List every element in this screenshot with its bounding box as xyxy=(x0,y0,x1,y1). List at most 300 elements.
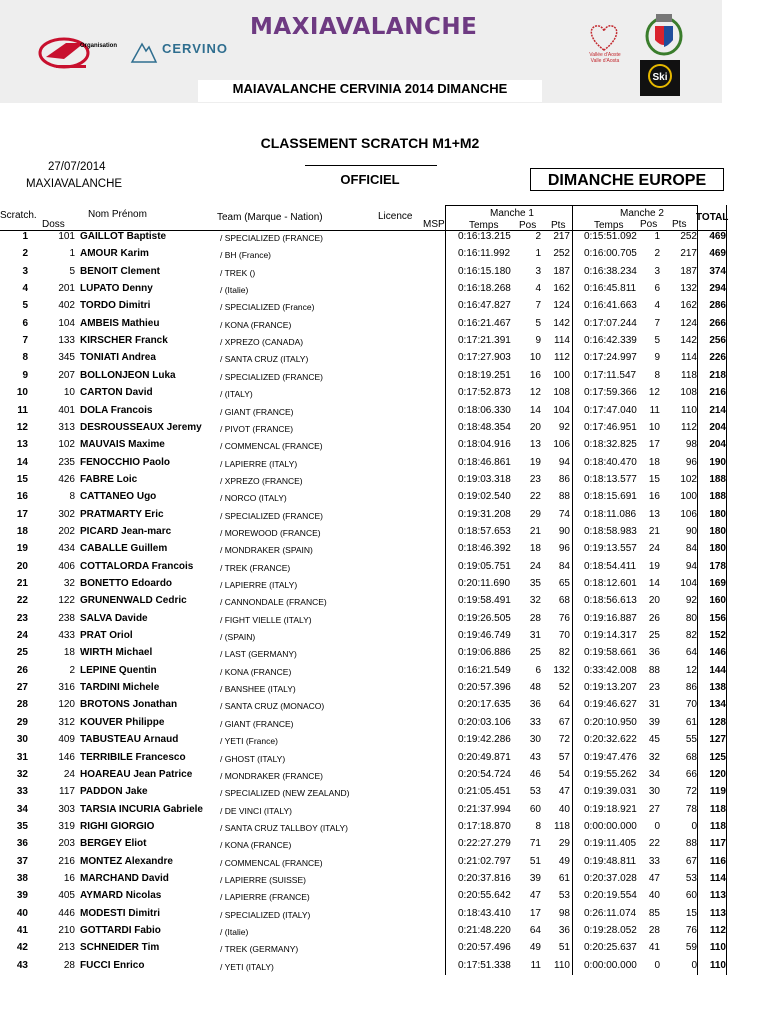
classement-title: CLASSEMENT SCRATCH M1+M2 xyxy=(260,135,480,151)
table-row xyxy=(0,526,726,543)
doss-cell: 16 xyxy=(63,872,75,884)
team-cell: / YETI (ITALY) xyxy=(220,961,274,972)
m1-time-cell: 0:22:27.279 xyxy=(458,838,511,850)
rank-cell: 20 xyxy=(16,560,28,572)
m2-pos-cell: 34 xyxy=(648,768,660,780)
team-cell: / SANTA CRUZ TALLBOY (ITALY) xyxy=(220,822,349,833)
m1-pts-cell: 68 xyxy=(558,595,570,607)
m2-time-cell: 0:19:39.031 xyxy=(584,786,637,798)
team-cell: / LAPIERRE (SUISSE) xyxy=(220,874,306,885)
m1-pos-cell: 24 xyxy=(529,560,541,572)
m1-pos-cell: 46 xyxy=(529,768,541,780)
m2-time-cell: 0:17:47.040 xyxy=(584,404,637,416)
m1-time-cell: 0:21:48.220 xyxy=(458,925,511,936)
rank-cell: 38 xyxy=(16,872,28,884)
team-cell: / GHOST (ITALY) xyxy=(220,753,286,764)
m2-pts-cell: 162 xyxy=(680,300,697,312)
m2-time-cell: 0:19:16.887 xyxy=(584,612,637,624)
rank-cell: 4 xyxy=(22,283,28,295)
team-cell: / SPECIALIZED (ITALY) xyxy=(220,909,311,920)
m2-pos-cell: 0 xyxy=(654,959,660,971)
rank-cell: 11 xyxy=(17,404,28,416)
m1-pts-cell: 76 xyxy=(558,612,570,624)
name-cell: WIRTH Michael xyxy=(80,647,153,659)
m1-pts-cell: 132 xyxy=(553,664,570,676)
m1-time-cell: 0:16:11.992 xyxy=(458,248,511,260)
rank-cell: 9 xyxy=(22,369,28,381)
m1-time-cell: 0:20:57.396 xyxy=(458,682,511,694)
team-cell: / KONA (FRANCE) xyxy=(220,319,292,330)
m1-pos-cell: 9 xyxy=(535,335,541,347)
team-cell: / DE VINCI (ITALY) xyxy=(220,805,292,816)
m1-pos-cell: 48 xyxy=(529,682,541,694)
m2-pos-cell: 88 xyxy=(648,664,660,676)
name-cell: AMBEIS Mathieu xyxy=(80,317,160,329)
rank-cell: 32 xyxy=(16,768,28,780)
m1-time-cell: 0:18:46.861 xyxy=(458,456,511,468)
m2-pts-cell: 66 xyxy=(685,768,697,780)
m1-time-cell: 0:19:03.318 xyxy=(458,473,511,485)
m2-time-cell: 0:19:13.557 xyxy=(584,543,637,555)
name-cell: BERGEY Eliot xyxy=(80,838,147,850)
m1-time-cell: 0:20:54.724 xyxy=(458,768,511,780)
col-licence: Licence xyxy=(378,211,413,222)
category-box: DIMANCHE EUROPE xyxy=(530,168,724,191)
doss-cell: 433 xyxy=(58,630,75,642)
name-cell: CATTANEO Ugo xyxy=(80,491,157,503)
m1-time-cell: 0:19:26.505 xyxy=(458,612,511,624)
name-cell: DOLA Francois xyxy=(80,404,153,416)
m2-pos-cell: 27 xyxy=(648,803,660,815)
table-row xyxy=(0,856,726,873)
manche1-top-line xyxy=(445,205,572,206)
rank-cell: 21 xyxy=(16,578,28,589)
m1-pts-cell: 252 xyxy=(553,248,570,260)
rank-cell: 27 xyxy=(16,682,28,694)
m2-pos-cell: 14 xyxy=(648,578,660,589)
total-cell: 110 xyxy=(709,942,726,954)
m2-time-cell: 0:17:59.366 xyxy=(584,387,637,399)
doss-cell: 32 xyxy=(63,578,75,589)
table-row xyxy=(0,335,726,352)
m1-time-cell: 0:19:02.540 xyxy=(458,491,511,503)
m2-pts-cell: 90 xyxy=(685,525,697,537)
m2-pos-cell: 10 xyxy=(648,421,660,433)
m2-pos-cell: 28 xyxy=(648,925,660,936)
name-cell: COTTALORDA Francois xyxy=(80,560,194,572)
rank-cell: 43 xyxy=(16,959,28,971)
m1-pts-cell: 142 xyxy=(553,317,570,329)
m1-pts-cell: 67 xyxy=(558,716,570,728)
name-cell: PICARD Jean-marc xyxy=(80,525,172,537)
name-cell: TERRIBILE Francesco xyxy=(80,751,186,763)
table-row xyxy=(0,699,726,716)
m2-pos-cell: 2 xyxy=(654,248,660,260)
col-m1-temps: Temps xyxy=(469,220,499,231)
rank-cell: 37 xyxy=(16,855,28,867)
table-row xyxy=(0,248,726,265)
name-cell: FENOCCHIO Paolo xyxy=(80,456,171,468)
name-cell: CARTON David xyxy=(80,387,153,399)
m1-pts-cell: 57 xyxy=(558,751,570,763)
m2-pos-cell: 4 xyxy=(654,300,660,312)
m2-pts-cell: 217 xyxy=(680,248,697,260)
m2-pts-cell: 78 xyxy=(685,803,697,815)
m1-time-cell: 0:20:17.635 xyxy=(458,699,511,711)
m1-time-cell: 0:18:57.653 xyxy=(458,525,511,537)
name-cell: RIGHI GIORGIO xyxy=(80,820,155,832)
total-cell: 294 xyxy=(709,283,726,295)
m2-pts-cell: 114 xyxy=(681,352,697,364)
col-m2-pos: Pos xyxy=(640,219,658,230)
svg-text:Ski: Ski xyxy=(652,72,668,83)
m1-pos-cell: 60 xyxy=(529,803,541,815)
rank-cell: 26 xyxy=(16,664,28,676)
m1-pts-cell: 112 xyxy=(554,352,570,364)
m1-time-cell: 0:21:02.797 xyxy=(458,855,511,867)
team-cell: / LAPIERRE (FRANCE) xyxy=(220,892,310,903)
m2-pos-cell: 5 xyxy=(654,335,660,347)
m1-pos-cell: 32 xyxy=(529,595,541,607)
rank-cell: 13 xyxy=(16,439,28,451)
total-cell: 118 xyxy=(709,820,726,832)
m1-pos-cell: 12 xyxy=(529,387,541,399)
doss-cell: 216 xyxy=(58,855,75,867)
total-cell: 110 xyxy=(709,959,726,971)
m1-pos-cell: 25 xyxy=(529,647,541,659)
m1-time-cell: 0:19:42.286 xyxy=(458,734,511,746)
total-cell: 134 xyxy=(709,699,726,711)
m2-time-cell: 0:19:13.207 xyxy=(584,682,637,694)
total-cell: 152 xyxy=(709,630,726,642)
m1-pts-cell: 72 xyxy=(558,734,570,746)
team-cell: / BH (France) xyxy=(220,250,272,261)
m1-time-cell: 0:16:47.827 xyxy=(458,300,511,312)
m2-pts-cell: 15 xyxy=(685,907,697,919)
name-cell: MAUVAIS Maxime xyxy=(80,439,165,451)
m2-pos-cell: 31 xyxy=(648,699,660,711)
col-total: TOTAL xyxy=(696,212,729,223)
m2-pos-cell: 26 xyxy=(648,612,660,624)
m1-pts-cell: 49 xyxy=(558,855,570,867)
m2-time-cell: 0:18:56.613 xyxy=(584,595,637,607)
m2-pts-cell: 187 xyxy=(680,265,697,277)
event-brand: MAXIAVALANCHE xyxy=(250,14,478,40)
m2-time-cell: 0:19:14.317 xyxy=(584,630,637,642)
m2-pts-cell: 132 xyxy=(680,283,697,295)
total-cell: 138 xyxy=(709,682,726,694)
m1-time-cell: 0:20:57.496 xyxy=(458,942,511,954)
total-cell: 160 xyxy=(709,595,726,607)
total-cell: 204 xyxy=(709,421,726,433)
m1-pts-cell: 98 xyxy=(558,907,570,919)
name-cell: PRATMARTY Eric xyxy=(80,508,164,520)
name-cell: AMOUR Karim xyxy=(80,248,149,260)
m2-pts-cell: 60 xyxy=(685,890,697,902)
organization-logo xyxy=(36,35,118,75)
m1-time-cell: 0:21:37.994 xyxy=(458,803,511,815)
team-cell: / SPECIALIZED (NEW ZEALAND) xyxy=(220,788,350,799)
doss-cell: 213 xyxy=(58,942,75,954)
doss-cell: 122 xyxy=(58,595,75,607)
team-cell: / SPECIALIZED (France) xyxy=(220,302,315,313)
m1-pts-cell: 92 xyxy=(558,421,570,433)
col-m2-pts: Pts xyxy=(672,219,687,230)
m2-time-cell: 0:20:10.950 xyxy=(584,716,637,728)
doss-cell: 10 xyxy=(63,387,75,399)
rank-cell: 31 xyxy=(16,751,28,763)
doss-cell: 446 xyxy=(58,907,75,919)
name-cell: TARDINI Michele xyxy=(80,682,160,694)
mountain-icon xyxy=(130,40,158,64)
m1-time-cell: 0:20:03.106 xyxy=(458,716,511,728)
m2-time-cell: 0:19:48.811 xyxy=(584,855,637,867)
m1-pos-cell: 1 xyxy=(535,248,541,260)
m2-pos-cell: 9 xyxy=(654,352,660,364)
team-cell: / TREK () xyxy=(220,267,256,278)
officiel-label: OFFICIEL xyxy=(340,172,400,187)
m2-pts-cell: 76 xyxy=(685,925,697,936)
m1-pts-cell: 53 xyxy=(558,890,570,902)
m2-time-cell: 0:18:13.577 xyxy=(584,473,637,485)
table-row xyxy=(0,457,726,474)
race-date: 27/07/2014 xyxy=(48,161,106,173)
total-cell: 128 xyxy=(709,716,726,728)
total-cell: 169 xyxy=(709,578,726,589)
m2-pts-cell: 59 xyxy=(685,942,697,954)
total-cell: 125 xyxy=(709,751,726,763)
rank-cell: 6 xyxy=(22,317,28,329)
m1-pts-cell: 52 xyxy=(558,682,570,694)
m1-pos-cell: 11 xyxy=(530,959,541,971)
m1-pts-cell: 114 xyxy=(554,335,570,347)
col-msp: MSP xyxy=(423,219,445,230)
total-cell: 469 xyxy=(709,231,726,242)
m2-time-cell: 0:19:28.052 xyxy=(584,925,637,936)
name-cell: GAILLOT Baptiste xyxy=(80,231,167,242)
doss-cell: 405 xyxy=(58,890,75,902)
m1-pts-cell: 86 xyxy=(558,473,570,485)
m1-time-cell: 0:18:06.330 xyxy=(458,404,511,416)
manche2-top-line xyxy=(572,205,697,206)
table-row xyxy=(0,717,726,734)
doss-cell: 303 xyxy=(58,803,75,815)
table-border-right xyxy=(726,205,727,975)
doss-cell: 401 xyxy=(58,404,75,416)
m2-pts-cell: 84 xyxy=(685,543,697,555)
name-cell: GRUNENWALD Cedric xyxy=(80,595,187,607)
doss-cell: 102 xyxy=(58,439,75,451)
m2-pos-cell: 15 xyxy=(648,473,660,485)
m1-pos-cell: 23 xyxy=(529,473,541,485)
rank-cell: 42 xyxy=(16,942,28,954)
total-cell: 256 xyxy=(709,335,726,347)
m1-pts-cell: 29 xyxy=(558,838,570,850)
m2-time-cell: 0:33:42.008 xyxy=(584,664,637,676)
table-row xyxy=(0,804,726,821)
rank-cell: 36 xyxy=(16,838,28,850)
rank-cell: 35 xyxy=(16,820,28,832)
m1-pos-cell: 6 xyxy=(535,664,541,676)
table-row xyxy=(0,595,726,612)
name-cell: FABRE Loic xyxy=(80,473,138,485)
team-cell: / MONDRAKER (SPAIN) xyxy=(220,545,313,556)
m1-pos-cell: 71 xyxy=(529,838,541,850)
m1-pos-cell: 20 xyxy=(529,421,541,433)
table-row xyxy=(0,960,726,977)
total-cell: 113 xyxy=(709,890,726,902)
m2-pts-cell: 252 xyxy=(680,231,697,242)
m1-pts-cell: 104 xyxy=(553,404,570,416)
m2-time-cell: 0:17:07.244 xyxy=(584,317,637,329)
total-cell: 180 xyxy=(709,508,726,520)
team-cell: / (Italie) xyxy=(220,285,249,296)
m2-pos-cell: 11 xyxy=(649,404,660,416)
m1-pos-cell: 30 xyxy=(529,734,541,746)
m2-time-cell: 0:17:24.997 xyxy=(584,352,637,364)
table-row xyxy=(0,300,726,317)
m2-pts-cell: 53 xyxy=(685,872,697,884)
total-cell: 469 xyxy=(709,248,726,260)
rank-cell: 3 xyxy=(22,265,28,277)
m1-pos-cell: 2 xyxy=(535,231,541,242)
m1-time-cell: 0:18:04.916 xyxy=(458,439,511,451)
table-row xyxy=(0,474,726,491)
m1-pts-cell: 187 xyxy=(553,265,570,277)
table-row xyxy=(0,578,726,595)
m1-pos-cell: 49 xyxy=(529,942,541,954)
table-row xyxy=(0,908,726,925)
m2-time-cell: 0:18:11.086 xyxy=(584,508,637,520)
m2-pos-cell: 16 xyxy=(648,491,660,503)
m2-pos-cell: 24 xyxy=(648,543,660,555)
m1-pos-cell: 4 xyxy=(535,283,541,295)
total-cell: 118 xyxy=(709,803,726,815)
m2-time-cell: 0:18:58.983 xyxy=(584,525,637,537)
doss-cell: 101 xyxy=(58,231,75,242)
m1-time-cell: 0:19:58.491 xyxy=(458,595,511,607)
m1-time-cell: 0:17:51.338 xyxy=(458,959,511,971)
name-cell: BENOIT Clement xyxy=(80,265,161,277)
m2-pts-cell: 70 xyxy=(685,699,697,711)
m1-pos-cell: 33 xyxy=(529,716,541,728)
m2-time-cell: 0:18:40.470 xyxy=(584,456,637,468)
m1-pos-cell: 21 xyxy=(529,525,541,537)
m1-pos-cell: 51 xyxy=(529,855,541,867)
m2-pos-cell: 23 xyxy=(648,682,660,694)
m1-pts-cell: 110 xyxy=(554,959,570,971)
m1-time-cell: 0:17:18.870 xyxy=(458,820,511,832)
m1-pts-cell: 51 xyxy=(558,942,570,954)
m1-pts-cell: 54 xyxy=(558,768,570,780)
m2-time-cell: 0:17:46.951 xyxy=(584,421,637,433)
table-row xyxy=(0,266,726,283)
m2-pos-cell: 17 xyxy=(648,439,660,451)
team-cell: / NORCO (ITALY) xyxy=(220,493,287,504)
m1-pos-cell: 35 xyxy=(529,578,541,589)
rank-cell: 2 xyxy=(22,248,28,260)
name-cell: GOTTARDI Fabio xyxy=(80,925,161,936)
table-row xyxy=(0,283,726,300)
m2-pos-cell: 19 xyxy=(648,560,660,572)
total-cell: 188 xyxy=(709,491,726,503)
rank-cell: 28 xyxy=(16,699,28,711)
m1-time-cell: 0:21:05.451 xyxy=(458,786,511,798)
m2-pts-cell: 80 xyxy=(685,612,697,624)
doss-cell: 402 xyxy=(58,300,75,312)
m1-time-cell: 0:16:21.467 xyxy=(458,317,511,329)
total-cell: 214 xyxy=(709,404,726,416)
team-cell: / XPREZO (CANADA) xyxy=(220,337,304,348)
team-cell: / GIANT (FRANCE) xyxy=(220,406,294,417)
m2-time-cell: 0:16:38.234 xyxy=(584,265,637,277)
m2-pos-cell: 85 xyxy=(648,907,660,919)
m2-time-cell: 0:19:11.405 xyxy=(584,838,637,850)
m2-pos-cell: 6 xyxy=(654,283,660,295)
m1-pts-cell: 118 xyxy=(554,820,570,832)
m2-pts-cell: 55 xyxy=(685,734,697,746)
rank-cell: 29 xyxy=(16,716,28,728)
total-cell: 180 xyxy=(709,525,726,537)
table-row xyxy=(0,682,726,699)
team-cell: / GIANT (FRANCE) xyxy=(220,718,294,729)
rank-cell: 18 xyxy=(16,525,28,537)
col-scratch: Scratch. xyxy=(0,210,37,221)
col-manche1: Manche 1 xyxy=(490,208,534,219)
team-cell: / (SPAIN) xyxy=(220,632,256,643)
m2-pos-cell: 1 xyxy=(654,231,660,242)
m2-pts-cell: 61 xyxy=(685,716,697,728)
team-cell: / (ITALY) xyxy=(220,389,253,400)
total-cell: 127 xyxy=(709,734,726,746)
m1-pos-cell: 17 xyxy=(529,907,541,919)
m2-time-cell: 0:00:00.000 xyxy=(584,959,637,971)
doss-cell: 202 xyxy=(58,525,75,537)
doss-cell: 18 xyxy=(63,647,75,659)
table-row xyxy=(0,873,726,890)
m1-pts-cell: 94 xyxy=(558,456,570,468)
m1-pos-cell: 5 xyxy=(535,317,541,329)
m2-pts-cell: 72 xyxy=(685,786,697,798)
doss-cell: 426 xyxy=(58,473,75,485)
name-cell: LUPATO Denny xyxy=(80,283,153,295)
total-cell: 216 xyxy=(709,387,726,399)
m2-time-cell: 0:16:42.339 xyxy=(584,335,637,347)
m2-pts-cell: 118 xyxy=(681,369,697,381)
m1-time-cell: 0:17:21.391 xyxy=(458,335,511,347)
table-row xyxy=(0,734,726,751)
m1-pts-cell: 88 xyxy=(558,491,570,503)
team-cell: / BANSHEE (ITALY) xyxy=(220,684,296,695)
m2-pts-cell: 98 xyxy=(685,439,697,451)
m2-pos-cell: 20 xyxy=(648,595,660,607)
rank-cell: 34 xyxy=(16,803,28,815)
m1-pos-cell: 29 xyxy=(529,508,541,520)
m2-time-cell: 0:20:25.637 xyxy=(584,942,637,954)
m2-pts-cell: 124 xyxy=(680,317,697,329)
m2-pos-cell: 0 xyxy=(654,820,660,832)
m2-time-cell: 0:26:11.074 xyxy=(584,907,637,919)
m1-pts-cell: 96 xyxy=(558,543,570,555)
m1-time-cell: 0:20:49.871 xyxy=(458,751,511,763)
table-row xyxy=(0,318,726,335)
name-cell: TONIATI Andrea xyxy=(80,352,156,364)
total-cell: 374 xyxy=(709,265,726,277)
m1-pos-cell: 8 xyxy=(535,820,541,832)
m2-pts-cell: 0 xyxy=(691,959,697,971)
total-cell: 146 xyxy=(709,647,726,659)
m1-time-cell: 0:18:46.392 xyxy=(458,543,511,555)
